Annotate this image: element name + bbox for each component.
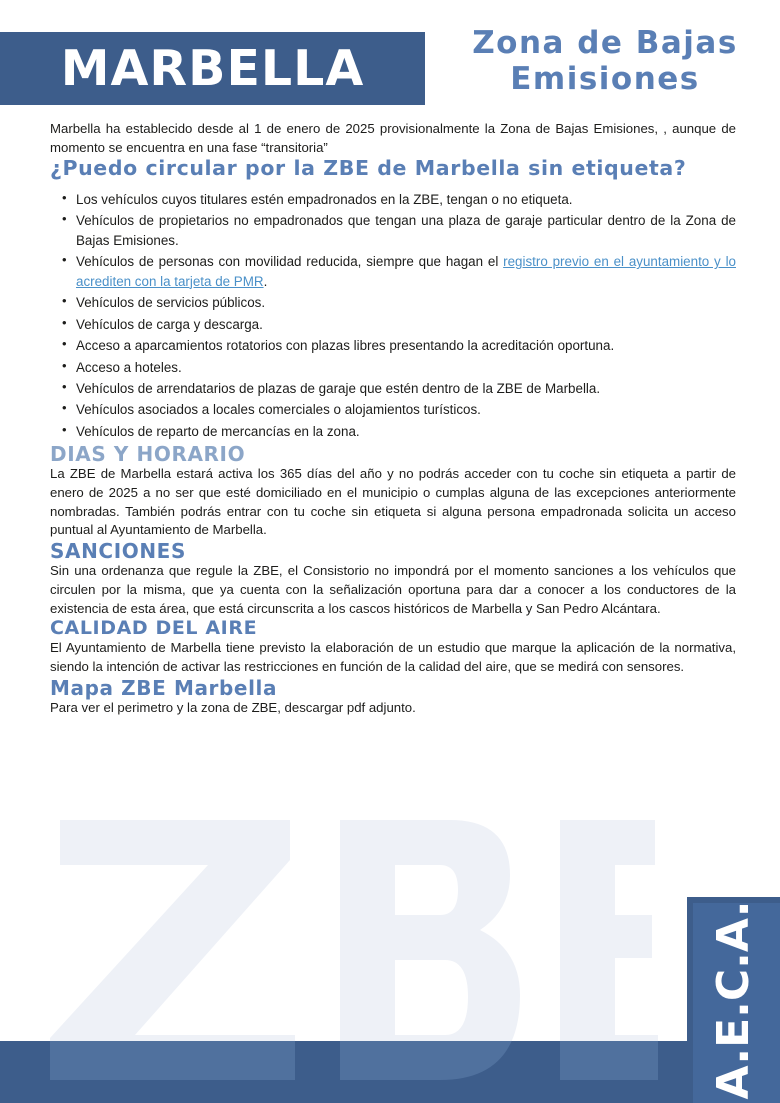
heading-calidad-del-aire: CALIDAD DEL AIRE (50, 617, 258, 640)
list-item-text: Acceso a hoteles. (76, 359, 182, 375)
document-content (0, 120, 780, 718)
aeca-sidebar-block (687, 897, 780, 1103)
list-item-text: Vehículos de arrendatarios de plazas de garaje que estén dentro de la ZBE de Marbella. (76, 380, 601, 396)
list-item (60, 252, 736, 291)
marbella-logo-text: MARBELLA (60, 40, 365, 97)
aeca-label: A.E.C.A. (708, 900, 759, 1100)
page-title (440, 26, 770, 97)
list-item (60, 336, 736, 355)
list-item-text: Vehículos de reparto de mercancías en la zona. (76, 423, 360, 439)
exceptions-list (50, 190, 736, 441)
list-item (60, 422, 736, 441)
dias-paragraph: La ZBE de Marbella estará activa los 365 días del año y no podrás acceder con tu coche sin etiqueta a partir de enero de 2025 a no ser que esté domiciliado en el municipio o cumplas alguna de las excepciones anteriormente nombradas. También podrás entrar con tu coche sin etiqueta si alguna persona empadronada solicita un acceso puntual al Ayuntamiento de Marbella. (50, 466, 736, 538)
list-item-text: Los vehículos cuyos titulares estén empadronados en la ZBE, tengan o no etiqueta. (76, 192, 573, 208)
list-item (60, 400, 736, 419)
list-item-text: Vehículos asociados a locales comerciales o alojamientos turísticos. (76, 402, 481, 418)
list-item-text: Acceso a aparcamientos rotatorios con plazas libres presentando la acreditación oportuna. (76, 338, 615, 354)
list-item (60, 293, 736, 312)
marbella-logo-bar (0, 32, 425, 105)
list-item (60, 358, 736, 377)
page-title-line1: Zona de Bajas (472, 25, 738, 61)
pmr-registration-link[interactable]: registro previo en el ayuntamiento y lo acrediten con la tarjeta de PMR (76, 254, 736, 289)
sanciones-paragraph: Sin una ordenanza que regule la ZBE, el Consistorio no impondrá por el momento sanciones a los vehículos que circulen por la misma, que ya cuenta con la señalización oportuna para dar a conocer a los conductores de la existencia de esta área, que está circunscrita a los cascos históricos de Marbella y San Pedro Alcántara. (50, 563, 736, 616)
list-item-text: Vehículos de carga y descarga. (76, 316, 263, 332)
heading-sanciones: SANCIONES (50, 539, 186, 564)
list-item-text: Vehículos de personas con movilidad reducida, siempre que hagan el (76, 254, 504, 270)
mapa-paragraph: Para ver el perimetro y la zona de ZBE, descargar pdf adjunto. (50, 699, 416, 715)
page-header (0, 0, 780, 120)
list-item-text-after: . (263, 273, 268, 289)
footer-band (0, 1041, 780, 1103)
calidad-paragraph: El Ayuntamiento de Marbella tiene previsto la elaboración de un estudio que marque la aplicación de la normativa, siendo la intención de activar las restricciones en función de la calidad del aire, que se medirá con sensores. (50, 640, 736, 675)
list-item (60, 379, 736, 398)
list-item (60, 190, 736, 209)
list-item (60, 211, 736, 250)
heading-dias-y-horario: DIAS Y HORARIO (50, 442, 246, 467)
heading-puedo-circular: ¿Puedo circular por la ZBE de Marbella sin etiqueta? (50, 156, 687, 181)
list-item-text: Vehículos de servicios públicos. (76, 295, 266, 311)
list-item (60, 315, 736, 334)
page-title-line2: Emisiones (510, 60, 700, 97)
intro-paragraph: Marbella ha establecido desde al 1 de enero de 2025 provisionalmente la Zona de Bajas Emisiones, , aunque de momento se encuentra en una fase “transitoria” (50, 121, 736, 155)
list-item-text: Vehículos de propietarios no empadronados que tengan una plaza de garaje particular dentro de la Zona de Bajas Emisiones. (76, 213, 736, 248)
heading-mapa-zbe: Mapa ZBE Marbella (50, 675, 278, 700)
